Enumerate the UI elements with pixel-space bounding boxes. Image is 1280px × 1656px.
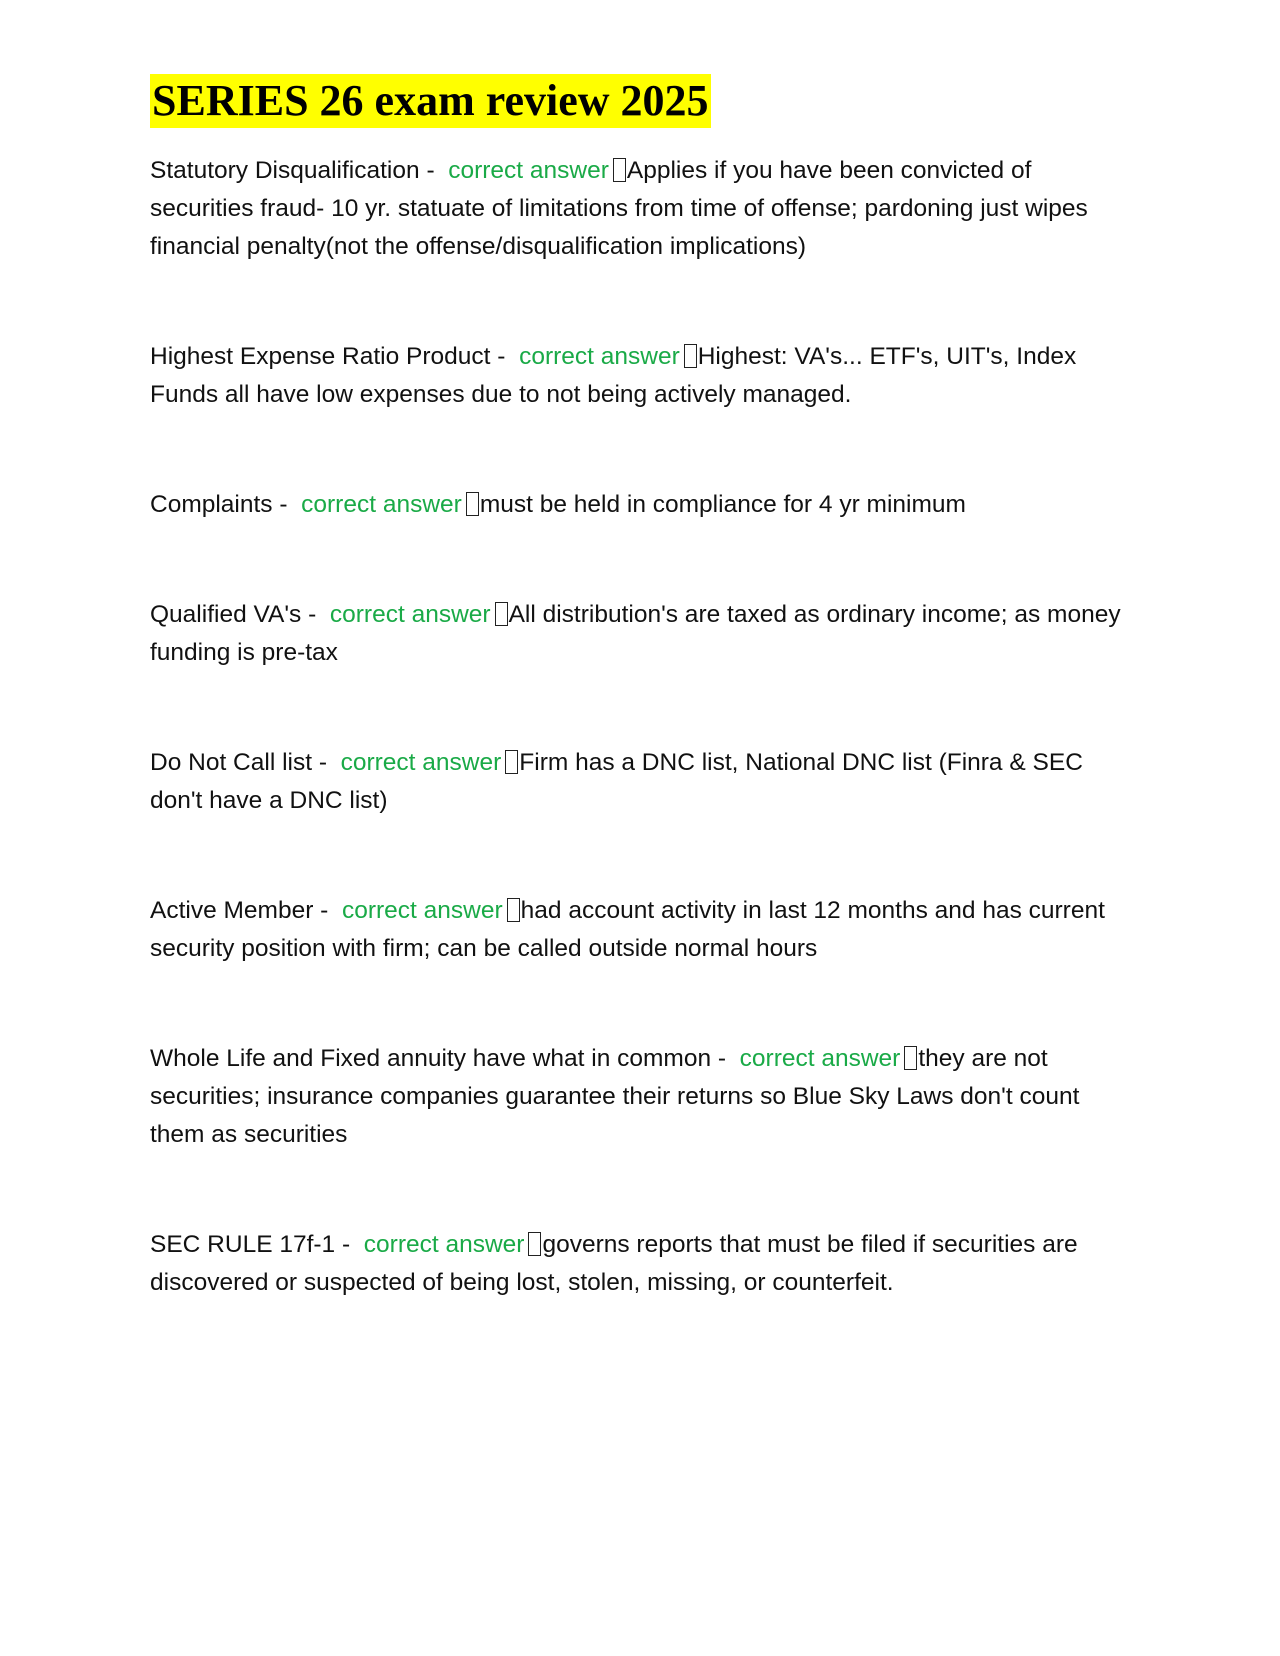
answer-tag: correct answer xyxy=(448,157,609,184)
document-title: SERIES 26 exam review 2025 xyxy=(150,74,711,128)
answer-tag: correct answer xyxy=(340,749,502,776)
question-term: Do Not Call list - xyxy=(150,749,334,776)
document-page xyxy=(150,74,1140,1374)
missing-glyph-icon xyxy=(505,750,518,774)
question-term: SEC RULE 17f-1 - xyxy=(150,1231,357,1258)
question-term: Highest Expense Ratio Product - xyxy=(150,343,513,370)
qa-entry xyxy=(150,1040,1140,1154)
question-term: Qualified VA's - xyxy=(150,601,324,628)
qa-entry xyxy=(150,152,1140,266)
answer-text: All distribution's are taxed as ordinary income; as money funding is pre-tax xyxy=(150,601,1121,666)
qa-entry xyxy=(150,596,1140,672)
qa-entry xyxy=(150,744,1140,820)
answer-tag: correct answer xyxy=(341,897,503,924)
qa-entry xyxy=(150,1226,1140,1302)
answer-tag: correct answer xyxy=(363,1231,525,1258)
answer-text: Highest: VA's... ETF's, UIT's, Index Funds all have low expenses due to not being actively managed. xyxy=(150,343,1077,408)
question-term: Statutory Disqualification - xyxy=(150,157,442,184)
question-term: Whole Life and Fixed annuity have what in common - xyxy=(150,1045,733,1072)
answer-tag: correct answer xyxy=(301,491,462,518)
question-term: Active Member - xyxy=(150,897,336,924)
answer-text: must be held in compliance for 4 yr minimum xyxy=(479,491,966,518)
missing-glyph-icon xyxy=(904,1046,917,1070)
question-term: Complaints - xyxy=(150,491,295,518)
qa-entry xyxy=(150,338,1140,414)
missing-glyph-icon xyxy=(613,158,626,182)
answer-tag: correct answer xyxy=(329,601,491,628)
answer-tag: correct answer xyxy=(519,343,680,370)
answer-text: Firm has a DNC list, National DNC list (Finra & SEC don't have a DNC list) xyxy=(150,749,1083,814)
answer-text: had account activity in last 12 months and has current security position with firm; can be called outside normal hours xyxy=(150,897,1105,962)
missing-glyph-icon xyxy=(507,898,520,922)
missing-glyph-icon xyxy=(495,602,508,626)
missing-glyph-icon xyxy=(684,344,697,368)
qa-entry xyxy=(150,486,1140,524)
answer-text: governs reports that must be filed if securities are discovered or suspected of being lost, stolen, missing, or counterfeit. xyxy=(150,1231,1078,1296)
answer-text: they are not securities; insurance companies guarantee their returns so Blue Sky Laws don't count them as securities xyxy=(150,1045,1080,1148)
missing-glyph-icon xyxy=(528,1232,541,1256)
answer-tag: correct answer xyxy=(739,1045,901,1072)
answer-text: Applies if you have been convicted of securities fraud- 10 yr. statuate of limitations from time of offense; pardoning just wipes financial penalty(not the offense/disqualification implications) xyxy=(150,157,1088,260)
missing-glyph-icon xyxy=(466,492,479,516)
qa-entry xyxy=(150,892,1140,968)
